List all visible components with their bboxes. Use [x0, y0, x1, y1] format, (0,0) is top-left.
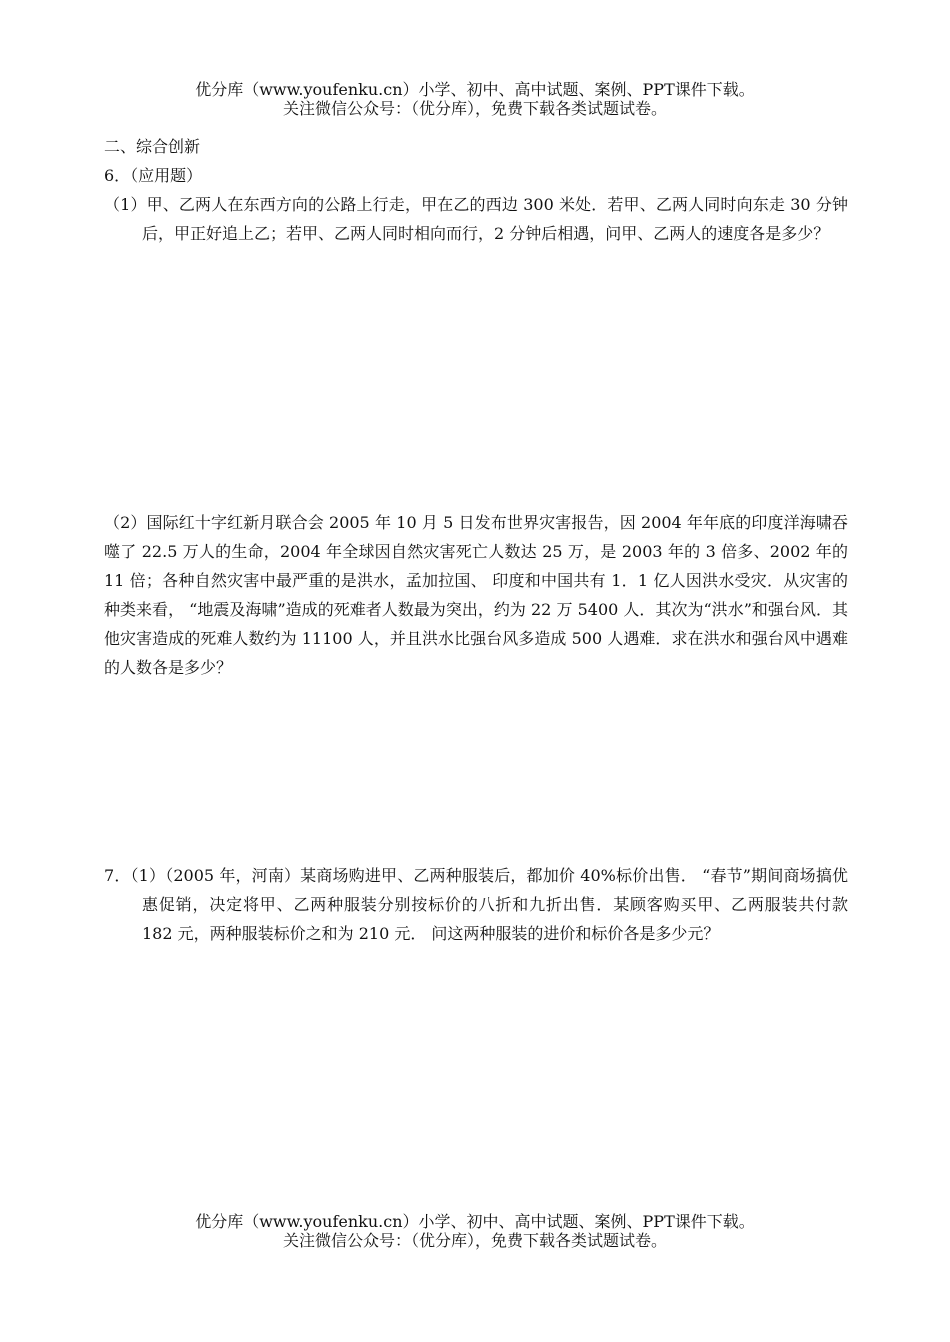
header-line-2: 关注微信公众号：（优分库），免费下载各类试题试卷。: [282, 99, 667, 118]
section-title: 二、综合创新: [104, 137, 201, 156]
document-body: [104, 132, 848, 948]
page-header: [0, 80, 950, 118]
question-6-label: 6．（应用题）: [104, 166, 203, 185]
question-6-part-2: （2）国际红十字红新月联合会 2005 年 10 月 5 日发布世界灾害报告，因 2004 年年底的印度洋海啸吞噬了 22.5 万人的生命，2004 年全球因自然灾害死亡人数达 25 万，是 2003 年的 3 倍多、2002 年的 11 倍；各种自然灾害中最严重的是洪水，孟加拉国、 印度和中国共有 1．1 亿人因洪水受灾．从灾害的种类来看， “地震及海啸”造成的死难者人数最为突出，约为 22 万 5400 人．其次为“洪水”和强台风．其他灾害造成的死难人数约为 11100 人，并且洪水比强台风多造成 500 人遇难．求在洪水和强台风中遇难的人数各是多少？: [104, 513, 848, 677]
footer-line-2: 关注微信公众号：（优分库），免费下载各类试题试卷。: [282, 1231, 667, 1250]
question-6-part-1: （1）甲、乙两人在东西方向的公路上行走，甲在乙的西边 300 米处．若甲、乙两人同时向东走 30 分钟后，甲正好追上乙；若甲、乙两人同时相向而行，2 分钟后相遇，问甲、乙两人的速度各是多少？: [104, 195, 848, 243]
answer-space-2: [104, 682, 848, 861]
header-line-1: 优分库（www.youfenku.cn）小学、初中、高中试题、案例、PPT课件下载。: [195, 80, 755, 99]
answer-space-1: [104, 248, 848, 508]
page-footer: [0, 1212, 950, 1250]
footer-line-1: 优分库（www.youfenku.cn）小学、初中、高中试题、案例、PPT课件下载。: [195, 1212, 755, 1231]
question-7: 7．（1）（2005 年，河南）某商场购进甲、乙两种服装后，都加价 40%标价出售． “春节”期间商场搞优惠促销，决定将甲、乙两种服装分别按标价的八折和九折出售．某顾客购买甲、乙两服装共付款 182 元，两种服装标价之和为 210 元． 问这两种服装的进价和标价各是多少元？: [104, 866, 848, 943]
